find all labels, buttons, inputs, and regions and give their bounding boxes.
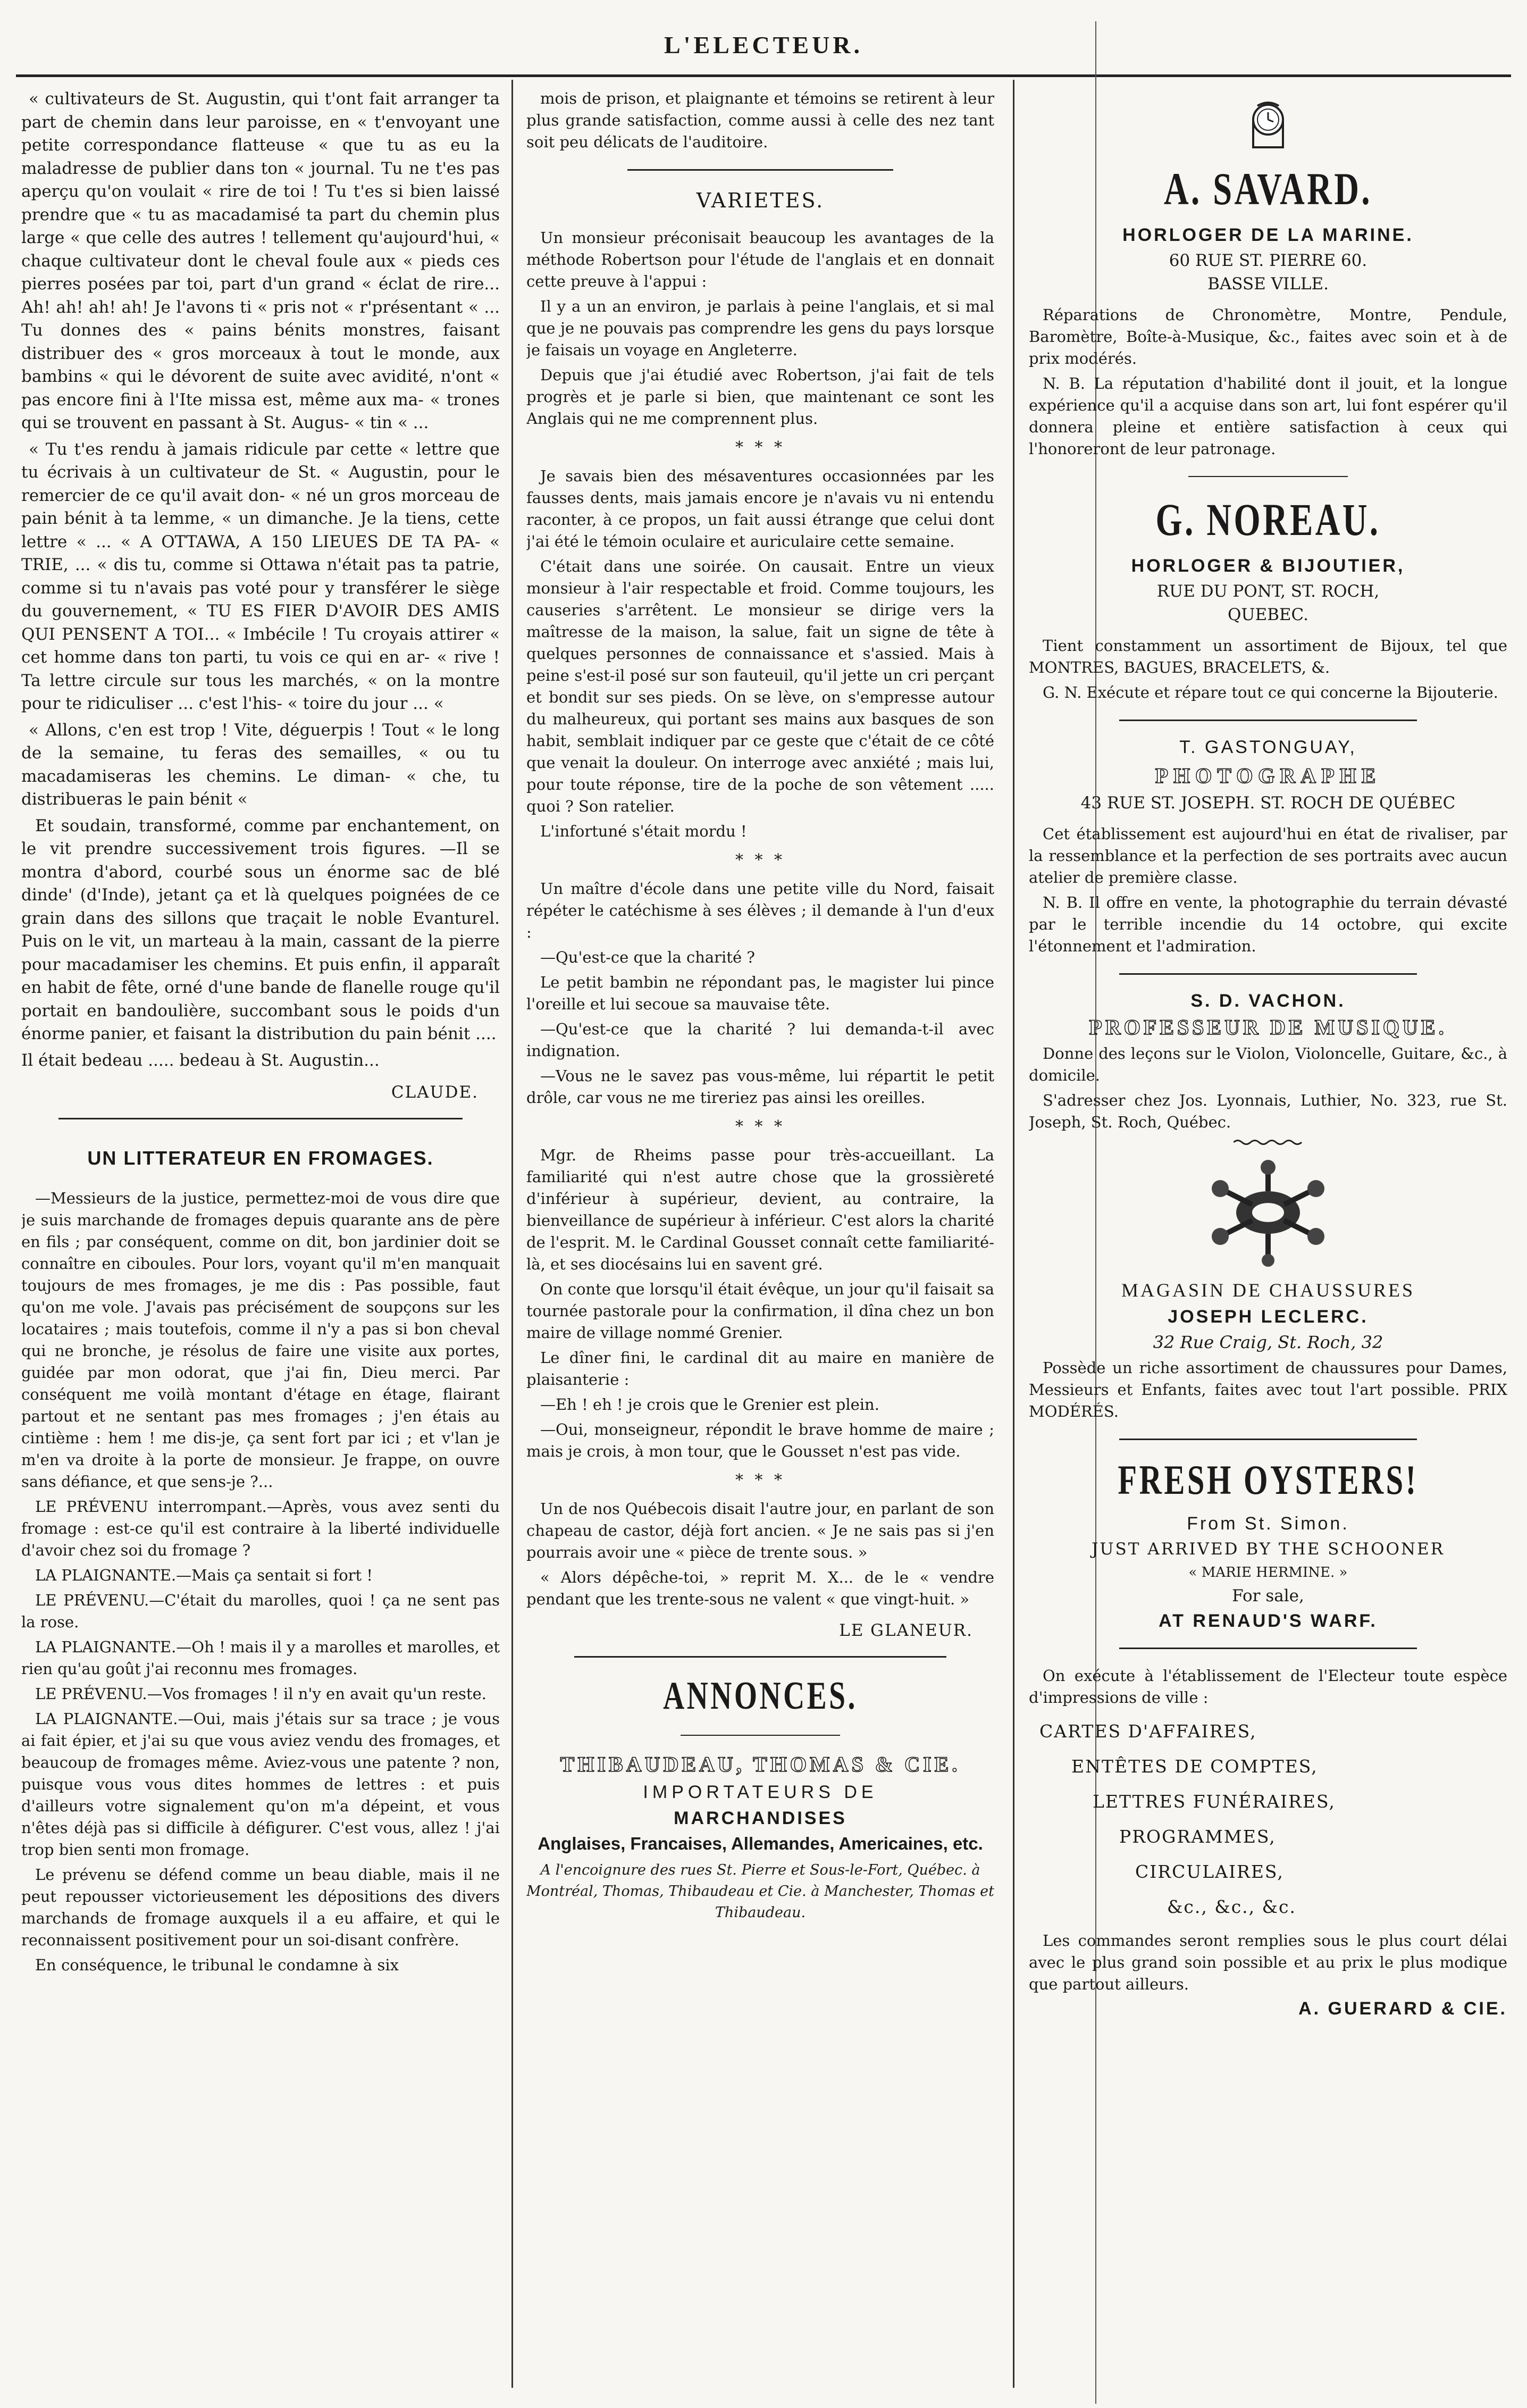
ad-address: A l'encoignure des rues St. Pierre et Sous-le-Fort, Québec. à Montréal, Thomas, Thibaudeau et Cie. à Manchester, Thomas et Thibaudeau.: [526, 1862, 994, 1921]
story-paragraph: En conséquence, le tribunal le condamne à six: [35, 1956, 399, 1974]
varietes-paragraph: « Alors dépêche-toi, » reprit M. X... de le « vendre pendant que les trente-sous ne valent « que vingt-huit. »: [526, 1568, 994, 1608]
savard-address: 60 RUE ST. PIERRE 60.: [1169, 251, 1367, 270]
printing-item: &c., &c., &c.: [1167, 1896, 1296, 1917]
story-paragraph: LE PRÉVENU.—C'était du marolles, quoi ! ça ne sent pas la rose.: [21, 1591, 500, 1631]
noreau-trade: HORLOGER & BIJOUTIER,: [1131, 556, 1405, 576]
varietes-signature: LE GLANEUR.: [839, 1621, 973, 1640]
savard-district: BASSE VILLE.: [1207, 274, 1329, 294]
story-paragraph: Le prévenu se défend comme un beau diable, mais il ne peut repousser victorieusement les dépositions des divers marchands de fromage auxquels il a eu affaire, et qui le reconnaissent positivement pour un soi-disant confrère.: [21, 1866, 500, 1949]
oysters-title: FRESH OYSTERS!: [1118, 1457, 1419, 1503]
leclerc-text: Possède un riche assortiment de chaussures pour Dames, Messieurs et Enfants, faites avec tout l'art possible. PRIX MODÉRÉS.: [1029, 1359, 1507, 1420]
savard-text: N. B. La réputation d'habilité dont il jouit, et la longue expérience qu'il a acquise dans son art, lui font espérer qu'il donnera pleine et entière satisfaction à ceux qui l'honoreront de leur patronage.: [1029, 374, 1507, 458]
section-stars: * * *: [735, 438, 786, 457]
vachon-name: S. D. VACHON.: [1190, 991, 1346, 1011]
varietes-paragraph: On conte que lorsqu'il était évêque, un jour qu'il faisait sa tournée pastorale pour la confirmation, il dîna chez un bon maire de village nommé Grenier.: [526, 1280, 994, 1342]
vachon-trade: PROFESSEUR DE MUSIQUE.: [1089, 1015, 1447, 1039]
printing-item: CIRCULAIRES,: [1135, 1861, 1284, 1882]
varietes-paragraph: Un monsieur préconisait beaucoup les avantages de la méthode Robertson pour l'étude de l'anglais et en donnait cette preuve à l'appui :: [526, 229, 994, 290]
page-header: [0, 0, 1527, 80]
varietes-title: VARIETES.: [696, 189, 825, 212]
gastonguay-name: T. GASTONGUAY,: [1179, 737, 1357, 757]
printer-name: A. GUERARD & CIE.: [1298, 1999, 1507, 2019]
vachon-text: Donne des leçons sur le Violon, Violoncelle, Guitare, &c., à domicile.: [1029, 1044, 1507, 1084]
varietes-paragraph: —Oui, monseigneur, répondit le brave homme de maire ; mais je crois, à mon tour, que le Gousset n'est pas vide.: [526, 1420, 994, 1460]
section-stars: * * *: [735, 1117, 786, 1136]
shoe-emblem-icon: [1199, 1157, 1337, 1268]
ad-origins: Anglaises, Francaises, Allemandes, Americaines, etc.: [538, 1834, 983, 1853]
column-3: [1029, 88, 1507, 2385]
gastonguay-address: 43 RUE ST. JOSEPH. ST. ROCH DE QUÉBEC: [1080, 793, 1456, 813]
section-rule: [1119, 1439, 1417, 1440]
section-rule: [681, 1735, 840, 1736]
article-paragraph: « Tu t'es rendu à jamais ridicule par cette « lettre que tu écrivais à un cultivateur de St. « Augustin, pour le remercier de ce qu'il avait don- « né un gros morceau de pain bénit à ta lemme, « un dimanche. Je la tiens, cette lettre « ... « A OTTAWA, A 150 LIEUES DE TA PA- « TRIE, ... « dis tu, comme si Ottawa n'était pas ta patrie, comme si tu n'avais pas voté pour y transférer le siège du gouvernement, « TU ES FIER D'AVOIR DES AMIS QUI PENSENT A TOI... « Imbécile ! Tu croyais attirer « cet homme dans ton parti, tu vois ce qui en ar- « rive ! Ta lettre circule sur tous les marchés, « on la montre pour te ridiculiser ... c'est l'his- « toire du jour ... «: [21, 439, 500, 713]
article-paragraph: « cultivateurs de St. Augustin, qui t'ont fait arranger ta part de chemin dans leur paroisse, en « t'envoyant une petite correspondance flatteuse « que tu as eu la maladresse de publier dans ton « journal. Tu ne t'es pas aperçu qu'on voulait « rire de toi ! Tu t'es si bien laissé prendre que « tu as macadamisé ta part du chemin plus large « que celle des autres ! tellement qu'aujourd'hui, « chaque cultivateur dont le cheval foule aux « pieds ces pierres posées par toi, part d'un grand « éclat de rire... Ah! ah! ah! ah! Je l'avons ti « pris not « r'présentant « ... Tu donnes des « pains bénits monstres, faisant distribuer des « gros morceaux à tout le monde, aux bambins « qui le dévorent de suite avec avidité, n'ont « pas encore fini à l'Ite missa est, même aux ma- « trones qui se trouvent en passant à St. Augus- « tin « ...: [21, 89, 500, 432]
oysters-arrived: JUST ARRIVED BY THE SCHOONER: [1091, 1540, 1445, 1559]
story-title: UN LITTERATEUR EN FROMAGES.: [87, 1147, 434, 1169]
column-1: [21, 88, 500, 2385]
noreau-text: Tient constamment un assortiment de Bijoux, tel que MONTRES, BAGUES, BRACELETS, &.: [1029, 637, 1507, 676]
varietes-paragraph: Un de nos Québecois disait l'autre jour, en parlant de son chapeau de castor, déjà fort ancien. « Je ne sais pas si j'en pourrais avoir une « pièce de trente sous. »: [526, 1500, 994, 1561]
varietes-paragraph: Le dîner fini, le cardinal dit au maire en manière de plaisanterie :: [526, 1349, 994, 1389]
story-paragraph: LA PLAIGNANTE.—Mais ça sentait si fort !: [35, 1566, 373, 1584]
ornament-rule: [1234, 1139, 1303, 1146]
varietes-paragraph: —Eh ! eh ! je crois que le Grenier est plein.: [540, 1395, 879, 1414]
printing-intro: On exécute à l'établissement de l'Electeur toute espèce d'impressions de ville :: [1029, 1667, 1507, 1707]
noreau-text: G. N. Exécute et répare tout ce qui concerne la Bijouterie.: [1043, 683, 1498, 701]
gastonguay-text: Cet établissement est aujourd'hui en état de rivaliser, par la ressemblance et la perfection de ses portraits avec aucun atelier de première classe.: [1029, 825, 1507, 887]
section-stars: * * *: [735, 1471, 786, 1490]
noreau-address: RUE DU PONT, ST. ROCH,: [1156, 582, 1380, 601]
article-signature: CLAUDE.: [391, 1083, 479, 1102]
savard-name: A. SAVARD.: [1163, 163, 1373, 214]
article-paragraph: Et soudain, transformé, comme par enchantement, on le vit prendre successivement trois figures. —Il se montra d'abord, courbé sous un énorme sac de blé dinde' (d'Inde), jetant ça et là quelques poignées de ce grain dans des sillons que traçait le noble Evanturel. Puis on le vit, un marteau à la main, cassant de la pierre pour macadamiser les chemins. Et puis enfin, il apparaît en habit de fête, orné d'une bande de flanelle rouge qu'il portait en bandoulière, succombant sous le poids d'un énorme panier, et faisant la distribution du pain bénit ....: [21, 816, 500, 1043]
article-paragraph: mois de prison, et plaignante et témoins se retirent à leur plus grande satisfaction, comme aussi à celle des nez tant soit peu délicats de l'auditoire.: [526, 89, 994, 151]
section-rule: [574, 1656, 946, 1658]
story-paragraph: LA PLAIGNANTE.—Oui, mais j'étais sur sa trace ; je vous ai fait épier, et j'ai su que vous aviez vendu des fromages, et beaucoup de fromages même. Aviez-vous une patente ? non, puisque vous vous dites hommes de lettres : et puis d'ailleurs votre signalement qu'on m'a dépeint, et vous n'êtes déjà pas si difficile à défigurer. C'est vous, allez ! j'ai trop bien senti mon fromage.: [21, 1710, 500, 1859]
story-paragraph: LA PLAIGNANTE.—Oh ! mais il y a marolles et marolles, et rien qu'au goût j'ai reconnu mes fromages.: [21, 1638, 500, 1678]
oysters-where: AT RENAUD'S WARF.: [1159, 1611, 1378, 1631]
savard-text: Réparations de Chronomètre, Montre, Pendule, Baromètre, Boîte-à-Musique, &c., faites avec soin et à de prix modérés.: [1029, 306, 1507, 367]
printing-list: [1029, 1714, 1507, 1925]
varietes-paragraph: C'était dans une soirée. On causait. Entre un vieux monsieur à l'air respectable et froid. Comme toujours, les causeries s'arrêtent. Le monsieur se dirige vers la maîtresse de la maison, la salue, fait un signe de tête à quelques personnes de connaissance et s'assied. Mais à peine s'est-il posé sur son fauteuil, qu'il jette un cri perçant et bondit sur ses pieds. On se lève, on s'empresse autour du malheureux, qui portant ses mains aux basques de son habit, semblait indiquer par ce geste que c'était de ce côté que venait la douleur. On interroge avec anxiété ; mais lui, pour toute réponse, tire de la poche de son vêtement ..... quoi ? Son ratelier.: [526, 557, 994, 815]
varietes-paragraph: Mgr. de Rheims passe pour très-accueillant. La familiarité qui n'est autre chose que la grossièreté d'inférieur à supérieur, devient, au contraire, la bienveillance de supérieur à inférieur. C'est alors la charité de l'esprit. M. le Cardinal Gousset connaît cette familiarité-là, et ses diocésains lui en savent gré.: [526, 1146, 994, 1273]
clock-icon: [1241, 98, 1295, 152]
vachon-text: S'adresser chez Jos. Lyonnais, Luthier, No. 323, rue St. Joseph, St. Roch, Québec.: [1029, 1091, 1507, 1131]
section-rule: [1119, 973, 1417, 975]
section-rule: [58, 1118, 463, 1119]
masthead: L'ELECTEUR.: [664, 31, 863, 58]
varietes-paragraph: Le petit bambin ne répondant pas, le magister lui pince l'oreille et lui secoue sa mauvaise tête.: [526, 973, 994, 1013]
printing-closing: Les commandes seront remplies sous le plus court délai avec le plus grand soin possible et au prix le plus modique que partout ailleurs.: [1029, 1932, 1507, 1993]
leclerc-address: 32 Rue Craig, St. Roch, 32: [1153, 1332, 1383, 1352]
varietes-paragraph: —Vous ne le savez pas vous-même, lui répartit le petit drôle, car vous ne me tireriez pas ainsi les oreilles.: [526, 1067, 994, 1107]
leclerc-shop: MAGASIN DE CHAUSSURES: [1121, 1280, 1415, 1301]
varietes-paragraph: Depuis que j'ai étudié avec Robertson, j'ai fait de tels progrès et je parle si bien, que maintenant ce sont les Anglais qui ne me comprennent plus.: [526, 366, 994, 428]
printing-item: CARTES D'AFFAIRES,: [1039, 1721, 1257, 1742]
noreau-name: G. NOREAU.: [1155, 494, 1381, 545]
section-rule: [1119, 720, 1417, 721]
varietes-paragraph: —Qu'est-ce que la charité ?: [540, 948, 755, 966]
printing-item: LETTRES FUNÉRAIRES,: [1093, 1791, 1336, 1812]
leclerc-name: JOSEPH LECLERC.: [1168, 1307, 1369, 1327]
ad-importers: IMPORTATEURS DE: [643, 1782, 878, 1802]
varietes-paragraph: L'infortuné s'était mordu !: [540, 822, 747, 840]
gastonguay-text: N. B. Il offre en vente, la photographie du terrain dévasté par le terrible incendie du 14 octobre, qui excite l'étonnement et l'admiration.: [1029, 893, 1507, 955]
varietes-paragraph: —Qu'est-ce que la charité ? lui demanda-t-il avec indignation.: [526, 1020, 994, 1060]
section-rule: [1188, 476, 1348, 477]
section-rule: [1119, 1648, 1417, 1649]
printing-item: PROGRAMMES,: [1119, 1826, 1276, 1847]
oysters-from: From St. Simon.: [1187, 1514, 1349, 1534]
section-rule: [627, 169, 893, 171]
ad-goods: MARCHANDISES: [674, 1808, 847, 1828]
column-divider: [511, 80, 513, 2388]
printing-item: ENTÊTES DE COMPTES,: [1071, 1756, 1318, 1777]
annonces-title: ANNONCES.: [663, 1674, 858, 1718]
varietes-paragraph: Je savais bien des mésaventures occasionnées par les fausses dents, mais jamais encore je n'avais vu ni entendu raconter, à ce propos, un fait aussi étrange que celui dont j'ai été le témoin oculaire et auriculaire cette semaine.: [526, 467, 994, 550]
oysters-ship: « MARIE HERMINE. »: [1188, 1565, 1348, 1581]
story-paragraph: LE PRÉVENU interrompant.—Après, vous avez senti du fromage : est-ce qu'il est contraire à la liberté individuelle d'avoir chez soi du fromage ?: [21, 1498, 500, 1559]
column-divider: [1013, 80, 1014, 2388]
gastonguay-trade: PHOTOGRAPHE: [1155, 764, 1381, 788]
savard-trade: HORLOGER DE LA MARINE.: [1122, 225, 1414, 245]
article-paragraph: Il était bedeau ..... bedeau à St. Augustin...: [21, 1050, 380, 1070]
article-paragraph: « Allons, c'en est trop ! Vite, déguerpis ! Tout « le long de la semaine, tu feras des semailles, « ou tu macadamiseras les chemins. Le diman- « che, tu distribueras le pain bénit «: [21, 720, 500, 809]
varietes-paragraph: Un maître d'école dans une petite ville du Nord, faisait répéter le catéchisme à ses élèves ; il demande à l'un d'eux :: [526, 880, 994, 941]
story-paragraph: —Messieurs de la justice, permettez-moi de vous dire que je suis marchande de fromages depuis quarante ans de père en fils ; par conséquent, comme on dit, bon jardinier doit se connaître en ciboules. Pour lors, voyant qu'il m'en manquait toujours de mes fromages, je me dis : Pas possible, faut qu'on me vole. J'avais pas précisément de soupçons sur les locataires ; mais toutefois, comme il n'y a pas si bon cheval qui ne bronche, je résolus de faire une visite aux portes, guidée par mon odorat, que j'ai fin, Dieu merci. Par conséquent me voilà montant d'étage en étage, flairant partout et ne sentant pas mes fromages ; j'en étais au cintième : hem ! me dis-je, ça sent fort par ici ; et v'lan je m'en va droite à la porte de monsieur. Je frappe, on ouvre sans défiance, et que sens-je ?...: [21, 1189, 500, 1491]
story-paragraph: LE PRÉVENU.—Vos fromages ! il n'y en avait qu'un reste.: [35, 1685, 486, 1703]
varietes-paragraph: Il y a un an environ, je parlais à peine l'anglais, et si mal que je ne pouvais pas comprendre les gens du pays lorsque je faisais un voyage en Angleterre.: [526, 297, 994, 359]
ad-firm-name: THIBAUDEAU, THOMAS & CIE.: [560, 1752, 961, 1776]
column-2: [526, 88, 994, 2385]
section-stars: * * *: [735, 851, 786, 869]
header-rule: [16, 74, 1511, 77]
noreau-city: QUEBEC.: [1227, 605, 1309, 624]
oysters-sale: For sale,: [1232, 1586, 1304, 1606]
